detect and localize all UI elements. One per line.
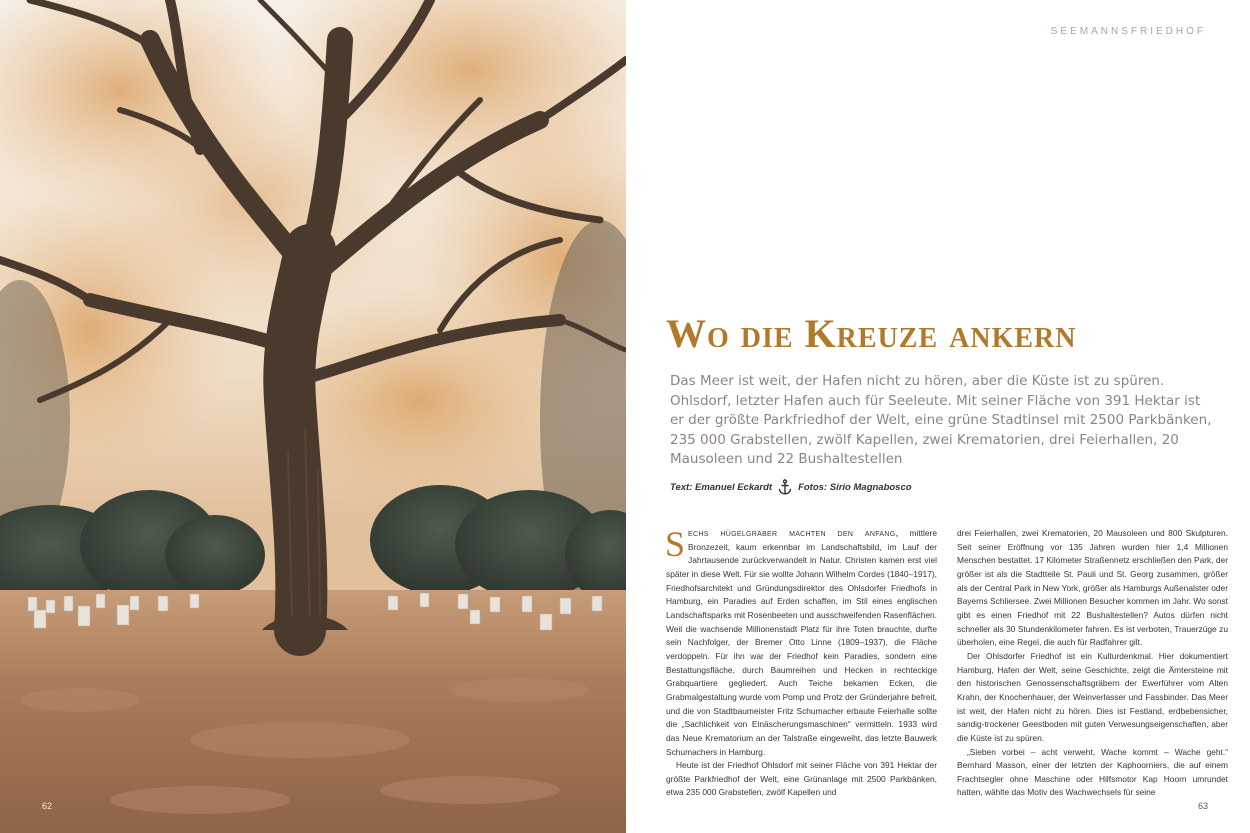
- page-number-left: 62: [42, 801, 53, 811]
- paragraph: Heute ist der Friedhof Ohlsdorf mit seiner Fläche von 391 Hektar der größte Parkfriedhof der Welt, eine Grünanlage mit 2500 Parkbänken, etwa 235 000 Grabstellen, zwölf Kapellen und: [666, 760, 937, 798]
- article-page: [626, 0, 1250, 833]
- photo-credit: Fotos: Sirio Magnabosco: [798, 481, 912, 493]
- article-body: [665, 524, 1228, 798]
- page-number-right: 63: [1197, 801, 1208, 811]
- text-credit: Text: Emanuel Eckardt: [670, 481, 773, 493]
- article-credits: [670, 479, 912, 495]
- body-column-2: [957, 527, 1228, 797]
- paragraph: „Sieben vorbei – acht verweht, Wache kommt – Wache geht.“ Bernhard Masson, einer der letzten der Kaphoorniers, die auf einem Frachtsegler ohne Maschine oder Hilfsmotor Kap Hoorn umrundet hatten, wählte das Motiv des Wachwechsels für seine: [957, 746, 1228, 798]
- anchor-icon: [778, 479, 792, 495]
- article-lead: Das Meer ist weit, der Hafen nicht zu hören, aber die Küste ist zu spüren. Ohlsdorf, letzter Hafen auch für Seeleute. Mit seiner Fläche von 391 Hektar ist er der größte Parkfriedhof der Welt, eine grüne Stadtinsel mit 2500 Parkbänken, 235 000 Grabstellen, zwölf Kapellen, zwei Krematorien, drei Feierhallen, 20 Mausoleen und 22 Bushaltestellen: [670, 373, 1212, 468]
- drop-cap: S: [665, 524, 686, 564]
- paragraph: mittlere Bronzezeit, kaum erkennbar im Landschaftsbild, im Lauf der Jahrtausende zurückverwandelt in Natur. Christen kamen erst viel später in diese Welt. Für sie wollte Johann Wilhelm Cordes (1840–1917), Friedhofsarchitekt und Gründungsdirektor des Ohlsdorfer Friedhofs in Hamburg, ein Paradies auf Erden schaffen, im Stil eines englischen Landschaftsparks mit Rosenbeeten und ausschweifenden Rasenflächen. Weil die wachsende Millionenstadt Platz für ihre Toten brauchte, durfte sein Nachfolger, der Bremer Otto Linne (1809–1937), die Fläche verdoppeln. Für ihn war der Friedhof kein Paradies, sondern eine Bestattungsfläche, durch Baumreihen und Hecken in rechteckige Grabquartiere gegliedert. Auch Teiche bekamen Ecken, die Grabmalgestaltung wurde vom Pomp und Protz der Gründerjahre befreit, und die von Stadtbaumeister Fritz Schumacher erbaute Feierhalle sollte die „Sachlichkeit von Einäscherungsmaschinen“ vermitteln. 1933 wird das Neue Krematorium an der Talstraße eingeweiht, das letzte Bauwerk Schumachers in Hamburg.: [666, 528, 937, 757]
- body-column-1: [665, 524, 937, 798]
- article-headline: Wo die Kreuze ankern: [666, 311, 1077, 356]
- paragraph: drei Feierhallen, zwei Krematorien, 20 Mausoleen und 800 Skulpturen. Seit seiner Eröffnung vor 135 Jahren wurden hier 1,4 Millionen Menschen bestattet. 17 Kilometer Straßennetz erschließen den Park, der größer ist als die Stadtteile St. Pauli und St. Georg zusammen, größer als der Central Park in New York, größer als Hamburgs Außenalster oder Bayerns Schliersee. Zwei Millionen Besucher kommen im Jahr. Wo sonst gibt es einen Friedhof mit 22 Bushaltestellen? Autos dürfen nicht schneller als 30 Stundenkilometer fahren. Es ist verboten, Trauerzüge zu überholen, eine Regel, die auch für Radfahrer gilt.: [957, 528, 1228, 648]
- opening-smallcaps: echs hügelgräber machten den anfang,: [688, 528, 899, 539]
- running-head: SEEMANNSFRIEDHOF: [1050, 26, 1206, 37]
- paragraph: Der Ohlsdorfer Friedhof ist ein Kulturdenkmal. Hier dokumentiert Hamburg, Hafen der Welt, seine Geschichte, zeigt die Ämtersteine mit den historischen Genossenschaftsgräbern der Ewerführer vom Alten Krahn, der Knochenhauer, der Weinverlasser und Fassbinder. Das Meer ist weit, der Hafen nicht zu hören. Dies ist Festland, erdbebensicher, sandig-trockener Geestboden mit guten Verwesungseigenschaften, aber die Küste ist zu spüren.: [957, 650, 1228, 743]
